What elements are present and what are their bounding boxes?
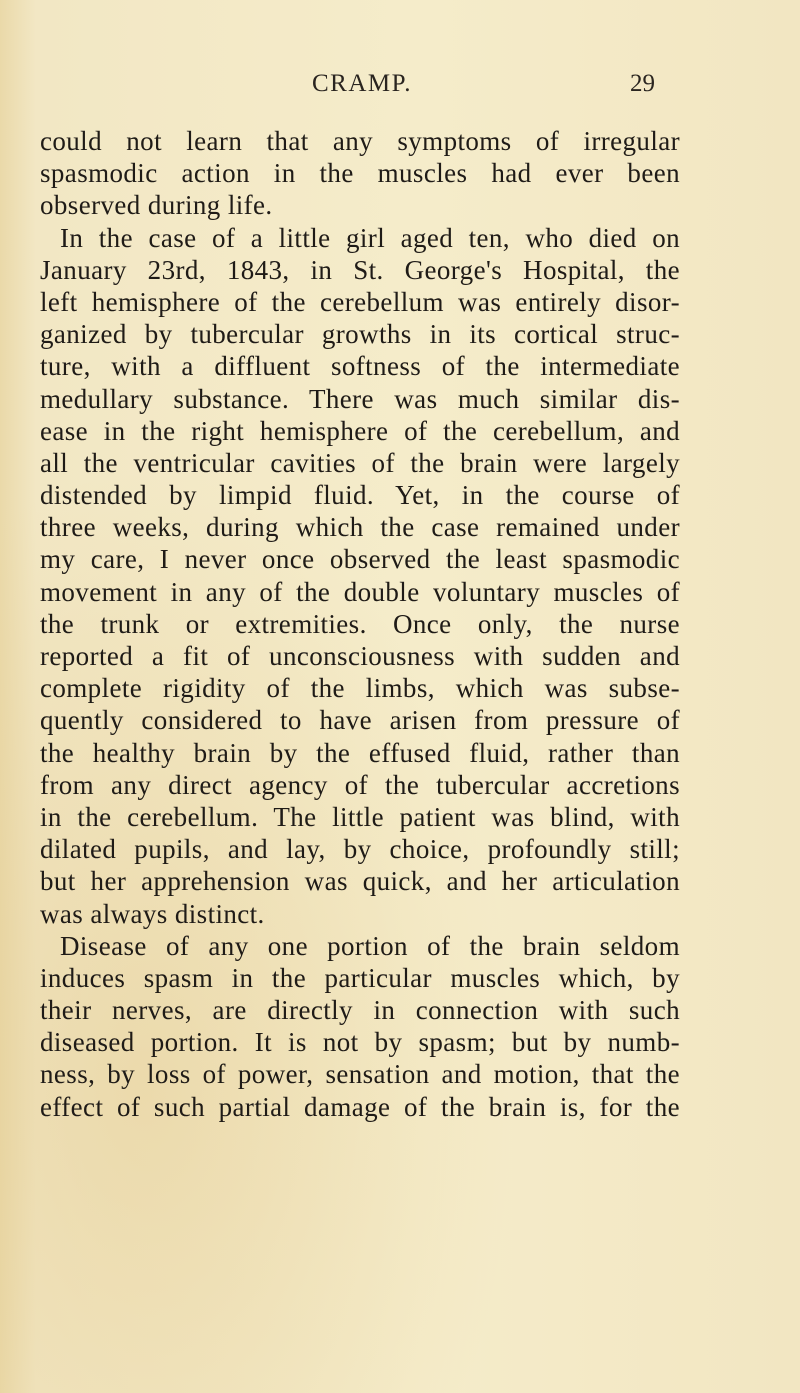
text-line: observed during life.	[40, 190, 273, 221]
paragraph-2	[40, 222, 680, 930]
text-line: ture, with a diffluent softness of the intermediate	[40, 351, 680, 382]
text-line: all the ventricular cavities of the brain were largely	[40, 447, 680, 478]
text-line: In the case of a little girl aged ten, who died on	[60, 222, 680, 253]
paragraph-1	[40, 125, 680, 222]
text-line: Disease of any one portion of the brain seldom	[60, 930, 680, 961]
text-line: induces spasm in the particular muscles which, by	[40, 962, 680, 993]
text-line: ease in the right hemisphere of the cerebellum, and	[40, 415, 680, 446]
text-line: but her apprehension was quick, and her articulation	[40, 866, 680, 897]
paragraph-3	[40, 930, 680, 1123]
text-line: could not learn that any symptoms of irregular	[40, 126, 680, 156]
text-line: diseased portion. It is not by spasm; but by numb-	[40, 1027, 680, 1058]
text-line: the healthy brain by the effused fluid, rather than	[40, 737, 680, 768]
text-line: their nerves, are directly in connection with such	[40, 995, 680, 1026]
page-header	[0, 70, 800, 106]
text-line: the trunk or extremities. Once only, the nurse	[40, 608, 680, 639]
text-line: three weeks, during which the case remained under	[40, 512, 680, 543]
text-line: spasmodic action in the muscles had ever been	[40, 158, 680, 189]
text-line: reported a fit of unconsciousness with sudden and	[40, 641, 680, 671]
text-line: ganized by tubercular growths in its cortical struc-	[40, 319, 680, 350]
text-line: complete rigidity of the limbs, which was subse-	[40, 673, 680, 704]
text-line: from any direct agency of the tubercular accretions	[40, 769, 680, 800]
body-text	[40, 125, 680, 1123]
text-line: effect of such partial damage of the brain is, for the	[40, 1091, 680, 1122]
text-line: movement in any of the double voluntary muscles of	[40, 576, 680, 607]
text-line: my care, I never once observed the least spasmodic	[40, 544, 680, 575]
text-line: medullary substance. There was much similar dis-	[40, 383, 680, 414]
text-line: left hemisphere of the cerebellum was entirely disor-	[40, 286, 680, 317]
text-line: dilated pupils, and lay, by choice, profoundly still;	[40, 834, 680, 865]
text-line: was always distinct.	[40, 898, 265, 929]
text-line: January 23rd, 1843, in St. George's Hospital, the	[40, 254, 680, 285]
text-line: ness, by loss of power, sensation and motion, that the	[40, 1059, 680, 1090]
text-line: quently considered to have arisen from pressure of	[40, 705, 680, 736]
running-title: CRAMP.	[312, 70, 413, 97]
page-number: 29	[630, 70, 655, 97]
text-line: distended by limpid fluid. Yet, in the course of	[40, 480, 680, 511]
text-line: in the cerebellum. The little patient was blind, with	[40, 801, 680, 832]
